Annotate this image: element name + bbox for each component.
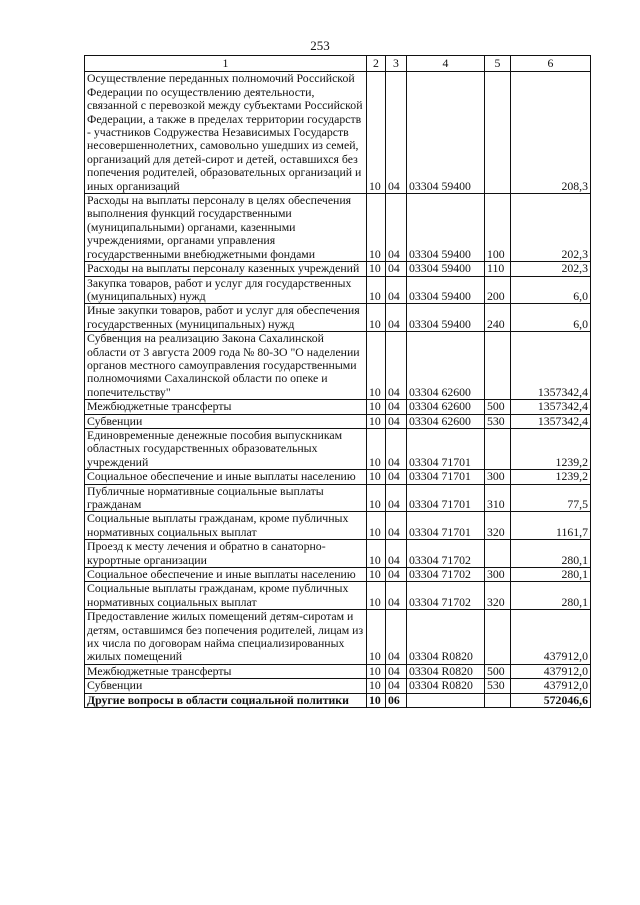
expense-type-cell: 530 <box>485 414 511 428</box>
target-article-cell: 03304 62600 <box>407 414 485 428</box>
section-code-cell: 10 <box>367 276 386 304</box>
subsection-code-cell: 04 <box>386 414 407 428</box>
amount-cell: 437912,0 <box>511 610 591 665</box>
subsection-code-cell: 04 <box>386 304 407 332</box>
section-code-cell: 10 <box>367 484 386 512</box>
amount-cell: 1239,2 <box>511 428 591 469</box>
column-header: 2 <box>367 56 386 72</box>
section-code-cell: 10 <box>367 428 386 469</box>
table-row <box>85 304 591 332</box>
amount-cell: 6,0 <box>511 304 591 332</box>
amount-cell: 202,3 <box>511 262 591 276</box>
row-name-cell: Осуществление переданных полномочий Российской Федерации по осуществлению деятельности, связанной с перевозкой между субъектами Российской Федерации, а также в пределах территории государств - участников Содружества Независимых Государств несовершеннолетних, самовольно ушедших из семей, организаций для детей-сирот и детей, оставшихся без попечения родителей, образовательных организаций и иных организаций <box>85 72 367 194</box>
subsection-code-cell: 04 <box>386 582 407 610</box>
subsection-code-cell: 04 <box>386 610 407 665</box>
row-name-cell: Социальные выплаты гражданам, кроме публичных нормативных социальных выплат <box>85 582 367 610</box>
table-row <box>85 262 591 276</box>
target-article-cell: 03304 59400 <box>407 262 485 276</box>
row-name-cell: Публичные нормативные социальные выплаты гражданам <box>85 484 367 512</box>
column-header-row <box>85 56 591 72</box>
subsection-code-cell: 04 <box>386 276 407 304</box>
section-code-cell: 10 <box>367 512 386 540</box>
row-name-cell: Расходы на выплаты персоналу казенных учреждений <box>85 262 367 276</box>
expense-type-cell: 320 <box>485 512 511 540</box>
target-article-cell: 03304 71702 <box>407 568 485 582</box>
amount-cell: 1161,7 <box>511 512 591 540</box>
expense-type-cell <box>485 428 511 469</box>
target-article-cell: 03304 R0820 <box>407 664 485 678</box>
expense-type-cell: 310 <box>485 484 511 512</box>
section-code-cell: 10 <box>367 400 386 414</box>
subsection-code-cell: 04 <box>386 568 407 582</box>
section-code-cell: 10 <box>367 470 386 484</box>
table-row <box>85 610 591 665</box>
subsection-code-cell: 04 <box>386 400 407 414</box>
section-code-cell: 10 <box>367 664 386 678</box>
table-row <box>85 400 591 414</box>
row-name-cell: Иные закупки товаров, работ и услуг для обеспечения государственных (муниципальных) нужд <box>85 304 367 332</box>
subsection-code-cell: 04 <box>386 512 407 540</box>
amount-cell: 1357342,4 <box>511 400 591 414</box>
row-name-cell: Закупка товаров, работ и услуг для государственных (муниципальных) нужд <box>85 276 367 304</box>
expense-type-cell: 100 <box>485 194 511 262</box>
target-article-cell: 03304 71701 <box>407 470 485 484</box>
page-number: 253 <box>310 38 330 53</box>
row-name-cell: Проезд к месту лечения и обратно в санаторно-курортные организации <box>85 540 367 568</box>
target-article-cell: 03304 59400 <box>407 194 485 262</box>
table-row <box>85 276 591 304</box>
table-row <box>85 484 591 512</box>
amount-cell: 437912,0 <box>511 664 591 678</box>
section-code-cell: 10 <box>367 332 386 400</box>
target-article-cell: 03304 71701 <box>407 484 485 512</box>
table-row <box>85 332 591 400</box>
row-name-cell: Социальные выплаты гражданам, кроме публичных нормативных социальных выплат <box>85 512 367 540</box>
row-name-cell: Предоставление жилых помещений детям-сиротам и детям, оставшимся без попечения родителей, лицам из их числа по договорам найма специализированных жилых помещений <box>85 610 367 665</box>
table-row <box>85 470 591 484</box>
row-name-cell: Межбюджетные трансферты <box>85 400 367 414</box>
subsection-code-cell: 04 <box>386 484 407 512</box>
target-article-cell: 03304 71701 <box>407 512 485 540</box>
row-name-cell: Субвенции <box>85 679 367 693</box>
amount-cell: 77,5 <box>511 484 591 512</box>
table-row <box>85 679 591 693</box>
target-article-cell: 03304 R0820 <box>407 679 485 693</box>
section-code-cell: 10 <box>367 540 386 568</box>
table-row <box>85 568 591 582</box>
section-code-cell: 10 <box>367 262 386 276</box>
table-row <box>85 428 591 469</box>
target-article-cell: 03304 62600 <box>407 400 485 414</box>
amount-cell: 280,1 <box>511 582 591 610</box>
section-code-cell: 10 <box>367 304 386 332</box>
subsection-code-cell: 04 <box>386 679 407 693</box>
column-header: 4 <box>407 56 485 72</box>
expense-type-cell: 300 <box>485 568 511 582</box>
target-article-cell: 03304 71702 <box>407 540 485 568</box>
target-article-cell: 03304 59400 <box>407 72 485 194</box>
target-article-cell <box>407 693 485 707</box>
table-row <box>85 414 591 428</box>
amount-cell: 1239,2 <box>511 470 591 484</box>
subsection-code-cell: 04 <box>386 540 407 568</box>
section-code-cell: 10 <box>367 610 386 665</box>
target-article-cell: 03304 62600 <box>407 332 485 400</box>
section-code-cell: 10 <box>367 568 386 582</box>
subsection-code-cell: 04 <box>386 262 407 276</box>
amount-cell: 202,3 <box>511 194 591 262</box>
expense-type-cell <box>485 540 511 568</box>
row-name-cell: Расходы на выплаты персоналу в целях обеспечения выполнения функций государственными (муниципальными) органами, казенными учреждениями, органами управления государственными внебюджетными фондами <box>85 194 367 262</box>
expense-type-cell: 320 <box>485 582 511 610</box>
target-article-cell: 03304 71702 <box>407 582 485 610</box>
row-name-cell: Единовременные денежные пособия выпускникам областных государственных образовательных учреждений <box>85 428 367 469</box>
expense-type-cell: 200 <box>485 276 511 304</box>
expense-type-cell: 110 <box>485 262 511 276</box>
expense-type-cell <box>485 332 511 400</box>
amount-cell: 208,3 <box>511 72 591 194</box>
expense-type-cell <box>485 610 511 665</box>
column-header: 6 <box>511 56 591 72</box>
expense-type-cell: 530 <box>485 679 511 693</box>
amount-cell: 1357342,4 <box>511 332 591 400</box>
subsection-code-cell: 04 <box>386 72 407 194</box>
budget-table <box>84 55 591 708</box>
subsection-code-cell: 06 <box>386 693 407 707</box>
expense-type-cell: 500 <box>485 664 511 678</box>
table-row <box>85 72 591 194</box>
section-code-cell: 10 <box>367 679 386 693</box>
section-code-cell: 10 <box>367 693 386 707</box>
table-row <box>85 194 591 262</box>
subsection-code-cell: 04 <box>386 470 407 484</box>
expense-type-cell: 240 <box>485 304 511 332</box>
amount-cell: 280,1 <box>511 568 591 582</box>
subsection-code-cell: 04 <box>386 428 407 469</box>
amount-cell: 280,1 <box>511 540 591 568</box>
expense-type-cell <box>485 693 511 707</box>
target-article-cell: 03304 R0820 <box>407 610 485 665</box>
row-name-cell: Другие вопросы в области социальной политики <box>85 693 367 707</box>
section-code-cell: 10 <box>367 72 386 194</box>
subsection-code-cell: 04 <box>386 194 407 262</box>
table-row <box>85 540 591 568</box>
row-name-cell: Межбюджетные трансферты <box>85 664 367 678</box>
target-article-cell: 03304 59400 <box>407 304 485 332</box>
section-code-cell: 10 <box>367 582 386 610</box>
target-article-cell: 03304 71701 <box>407 428 485 469</box>
section-code-cell: 10 <box>367 194 386 262</box>
table-row <box>85 664 591 678</box>
table-row <box>85 582 591 610</box>
expense-type-cell <box>485 72 511 194</box>
row-name-cell: Субвенция на реализацию Закона Сахалинской области от 3 августа 2009 года № 80-ЗО "О наделении органов местного самоуправления государственными полномочиями Сахалинской области по опеке и попечительству" <box>85 332 367 400</box>
amount-cell: 437912,0 <box>511 679 591 693</box>
table-row <box>85 693 591 707</box>
subsection-code-cell: 04 <box>386 332 407 400</box>
column-header: 5 <box>485 56 511 72</box>
row-name-cell: Субвенции <box>85 414 367 428</box>
expense-type-cell: 500 <box>485 400 511 414</box>
subsection-code-cell: 04 <box>386 664 407 678</box>
table-row <box>85 512 591 540</box>
section-code-cell: 10 <box>367 414 386 428</box>
column-header: 1 <box>85 56 367 72</box>
expense-type-cell: 300 <box>485 470 511 484</box>
column-header: 3 <box>386 56 407 72</box>
amount-cell: 572046,6 <box>511 693 591 707</box>
amount-cell: 6,0 <box>511 276 591 304</box>
target-article-cell: 03304 59400 <box>407 276 485 304</box>
amount-cell: 1357342,4 <box>511 414 591 428</box>
row-name-cell: Социальное обеспечение и иные выплаты населению <box>85 568 367 582</box>
row-name-cell: Социальное обеспечение и иные выплаты населению <box>85 470 367 484</box>
